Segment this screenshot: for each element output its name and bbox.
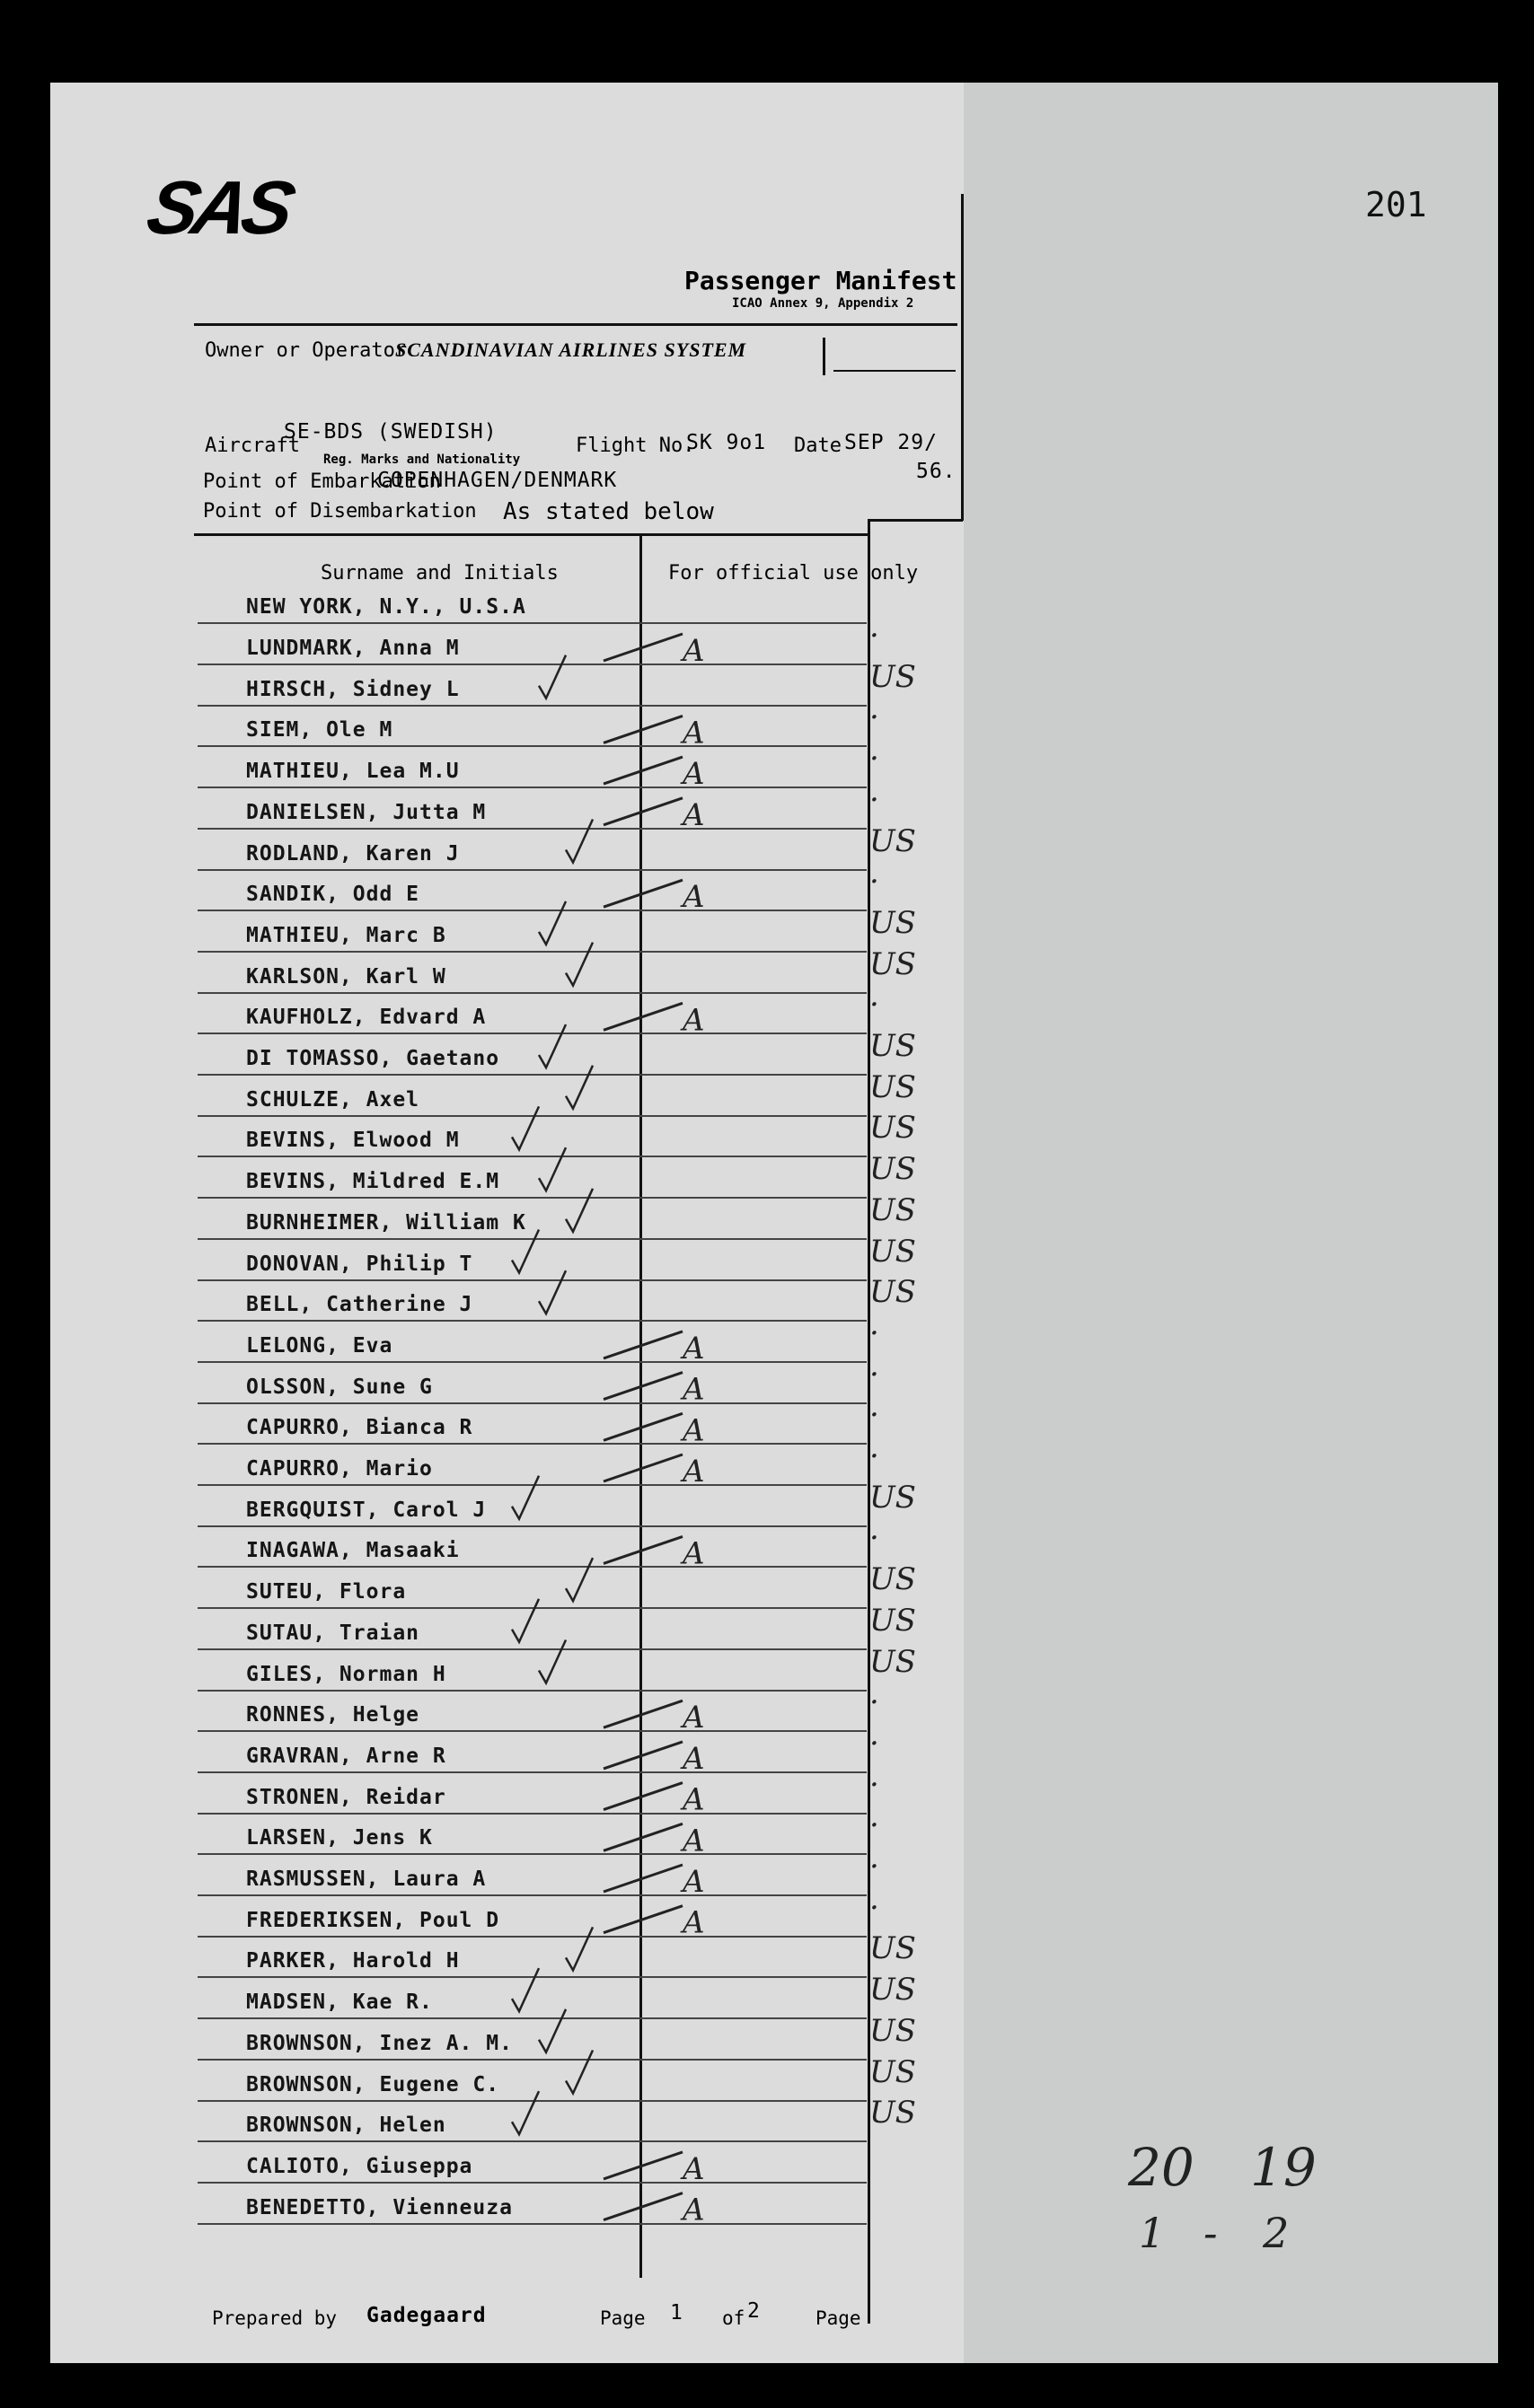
margin-note: US: [869, 1930, 916, 1967]
margin-note: ·: [869, 1849, 879, 1885]
margin-note: US: [869, 2095, 916, 2131]
passenger-name: HIRSCH, Sidney L: [246, 677, 460, 701]
passenger-name: SUTAU, Traian: [246, 1621, 420, 1645]
archive-page-number: 201: [1365, 185, 1427, 224]
passenger-row: [198, 1977, 867, 2019]
passenger-row: [198, 1075, 867, 1117]
passenger-row: [198, 952, 867, 994]
passenger-row: [198, 992, 867, 1034]
margin-note: ·: [869, 1438, 879, 1474]
margin-note: US: [869, 1479, 916, 1516]
passenger-row: [198, 1690, 867, 1732]
passenger-row: [198, 1362, 867, 1404]
passenger-row: [198, 1772, 867, 1815]
passenger-name: CAPURRO, Bianca R: [246, 1416, 473, 1440]
passenger-row: [198, 1731, 867, 1773]
date-year: 56.: [916, 460, 957, 483]
margin-note: ·: [869, 1520, 879, 1557]
embarkation-label: Point of Embarkation: [203, 470, 441, 493]
passenger-row: [198, 1813, 867, 1855]
passenger-row: [198, 1525, 867, 1568]
passenger-row: [198, 746, 867, 788]
margin-note: US: [869, 1191, 916, 1228]
page-label-2: Page: [815, 2307, 861, 2329]
margin-note: ·: [869, 1889, 879, 1926]
destination-text: NEW YORK, N.Y., U.S.A: [246, 595, 526, 619]
passenger-row: [198, 910, 867, 953]
margin-note: ·: [869, 1314, 879, 1351]
form-title: Passenger Manifest: [684, 266, 957, 295]
passenger-name: BROWNSON, Inez A. M.: [246, 2031, 513, 2055]
passenger-row: [198, 2183, 867, 2225]
tally-range-a: 1: [1139, 2209, 1166, 2257]
aircraft-value: SE-BDS (SWEDISH): [284, 420, 498, 444]
svg-text:A: A: [683, 1904, 705, 1941]
margin-note: ·: [869, 1766, 879, 1803]
margin-note: ·: [869, 1397, 879, 1434]
prepared-by-value: Gadegaard: [366, 2304, 487, 2327]
passenger-name: OLSSON, Sune G: [246, 1375, 433, 1399]
svg-text:A: A: [683, 1002, 705, 1039]
passenger-name: LELONG, Eva: [246, 1333, 393, 1358]
passenger-name: LARSEN, Jens K: [246, 1826, 433, 1850]
passenger-row: [198, 1198, 867, 1240]
passenger-name: BROWNSON, Helen: [246, 2114, 446, 2138]
prepared-by-label: Prepared by: [212, 2307, 338, 2329]
handwritten-notes: [862, 575, 997, 2316]
passenger-row: [198, 1608, 867, 1650]
date-label: Date: [794, 435, 842, 457]
svg-text:A: A: [683, 1371, 705, 1408]
svg-text:A: A: [683, 2192, 705, 2228]
margin-note: US: [869, 945, 916, 982]
passenger-name: STRONEN, Reidar: [246, 1785, 446, 1809]
passenger-row: [198, 1279, 867, 1322]
margin-note: ·: [869, 987, 879, 1024]
margin-note: ·: [869, 1356, 879, 1393]
passenger-name: SUTEU, Flora: [246, 1580, 407, 1604]
passenger-name: KARLSON, Karl W: [246, 964, 446, 989]
column-header-official: For official use only: [668, 562, 919, 584]
passenger-row: [198, 2141, 867, 2184]
passenger-name: DANIELSEN, Jutta M: [246, 800, 487, 824]
passenger-name: SCHULZE, Axel: [246, 1087, 420, 1112]
page-label: Page: [600, 2307, 646, 2329]
passenger-name: SIEM, Ole M: [246, 718, 393, 743]
svg-text:A: A: [683, 1412, 705, 1449]
passenger-row: [198, 1444, 867, 1486]
header-bottom-rule: [194, 533, 869, 536]
passenger-row: [198, 869, 867, 911]
form-subtitle: ICAO Annex 9, Appendix 2: [732, 296, 914, 311]
svg-text:A: A: [683, 1700, 705, 1736]
svg-text:A: A: [683, 2150, 705, 2187]
margin-note: US: [869, 1068, 916, 1105]
svg-text:A: A: [683, 1535, 705, 1572]
margin-note: ·: [869, 1725, 879, 1762]
svg-text:A: A: [683, 1330, 705, 1367]
passenger-row: [198, 1033, 867, 1076]
aircraft-hint: Reg. Marks and Nationality: [323, 453, 521, 467]
passenger-name: BEVINS, Elwood M: [246, 1129, 460, 1153]
passenger-row: [198, 1936, 867, 1978]
passenger-name: BEVINS, Mildred E.M: [246, 1170, 500, 1194]
passenger-row: [198, 1485, 867, 1527]
margin-note: ·: [869, 699, 879, 736]
passenger-row: [198, 1156, 867, 1199]
passenger-name: GRAVRAN, Arne R: [246, 1744, 446, 1768]
passenger-name: BURNHEIMER, William K: [246, 1210, 526, 1235]
svg-text:A: A: [683, 1781, 705, 1818]
passenger-row: [198, 1321, 867, 1363]
date-value: SEP 29/: [844, 431, 938, 454]
passenger-row: [198, 1239, 867, 1281]
of-value: 2: [747, 2299, 761, 2323]
passenger-row: [198, 2060, 867, 2102]
passenger-name: SANDIK, Odd E: [246, 883, 420, 907]
flight-label: Flight No.: [576, 435, 695, 457]
passenger-name: PARKER, Harold H: [246, 1949, 460, 1973]
margin-note: ·: [869, 781, 879, 818]
svg-text:A: A: [683, 633, 705, 669]
svg-text:A: A: [683, 796, 705, 833]
of-label: of: [722, 2307, 745, 2329]
passenger-row: [198, 2100, 867, 2142]
margin-note: US: [869, 1972, 916, 2008]
passenger-row: [198, 1402, 867, 1445]
margin-note: ·: [869, 741, 879, 778]
svg-text:A: A: [683, 1740, 705, 1777]
passenger-row: [198, 2018, 867, 2061]
passenger-name: RODLAND, Karen J: [246, 841, 460, 866]
column-header-name: Surname and Initials: [321, 562, 559, 584]
owner-divider: [823, 338, 825, 375]
svg-text:A: A: [683, 715, 705, 751]
passenger-name: BROWNSON, Eugene C.: [246, 2072, 500, 2096]
margin-note: ·: [869, 864, 879, 901]
margin-note: US: [869, 1643, 916, 1680]
passenger-name: MATHIEU, Lea M.U: [246, 760, 460, 784]
header-step-rule: [868, 519, 963, 522]
tally-range-sep: -: [1203, 2209, 1218, 2257]
passenger-row: [198, 829, 867, 871]
margin-note: US: [869, 658, 916, 695]
margin-note: ·: [869, 618, 879, 654]
passenger-row: [198, 705, 867, 747]
svg-text:A: A: [683, 1864, 705, 1900]
passenger-name: MADSEN, Kae R.: [246, 1991, 433, 2015]
passenger-name: CAPURRO, Mario: [246, 1457, 433, 1481]
tally-count-b: 19: [1250, 2137, 1317, 2198]
sas-logo: SAS: [140, 165, 297, 250]
page-value: 1: [670, 2301, 683, 2325]
owner-value: SCANDINAVIAN AIRLINES SYSTEM: [395, 338, 747, 361]
destination-row: [198, 582, 867, 624]
svg-text:A: A: [683, 756, 705, 793]
margin-note: US: [869, 1274, 916, 1311]
svg-text:A: A: [683, 1823, 705, 1859]
disembarkation-label: Point of Disembarkation: [203, 500, 477, 523]
passenger-name: RONNES, Helge: [246, 1703, 420, 1727]
owner-blank-line: [833, 370, 956, 372]
aircraft-label: Aircraft: [205, 435, 300, 457]
passenger-row: [198, 787, 867, 830]
passenger-name: DONOVAN, Philip T: [246, 1252, 473, 1276]
passenger-name: KAUFHOLZ, Edvard A: [246, 1006, 487, 1030]
passenger-row: [198, 664, 867, 707]
margin-note: US: [869, 2053, 916, 2090]
passenger-name: GILES, Norman H: [246, 1662, 446, 1686]
margin-note: ·: [869, 1807, 879, 1844]
margin-note: US: [869, 2012, 916, 2049]
header-rule: [194, 323, 957, 326]
passenger-name: MATHIEU, Marc B: [246, 923, 446, 947]
passenger-name: CALIOTO, Giuseppa: [246, 2154, 473, 2178]
passenger-row: [198, 623, 867, 665]
passenger-row: [198, 1895, 867, 1938]
passenger-name: INAGAWA, Masaaki: [246, 1539, 460, 1563]
flight-value: SK 9o1: [686, 431, 767, 454]
svg-text:A: A: [683, 1454, 705, 1490]
passenger-row: [198, 1649, 867, 1692]
margin-note: US: [869, 1233, 916, 1270]
margin-note: US: [869, 1561, 916, 1598]
passenger-row: [198, 1115, 867, 1157]
margin-note: US: [869, 904, 916, 941]
passenger-name: BELL, Catherine J: [246, 1293, 473, 1317]
svg-text:A: A: [683, 879, 705, 916]
tally-range-b: 2: [1263, 2209, 1290, 2257]
margin-note: US: [869, 1602, 916, 1639]
passenger-name: RASMUSSEN, Laura A: [246, 1868, 487, 1891]
margin-note: US: [869, 1151, 916, 1188]
passenger-name: LUNDMARK, Anna M: [246, 637, 460, 660]
embarkation-value: COPENHAGEN/DENMARK: [377, 469, 618, 492]
owner-label: Owner or Operator: [205, 339, 408, 362]
tally-count-a: 20: [1128, 2137, 1195, 2198]
margin-note: US: [869, 1028, 916, 1064]
margin-note: US: [869, 1110, 916, 1147]
passenger-row: [198, 1854, 867, 1896]
disembarkation-value: As stated below: [503, 498, 714, 525]
header-right-border: [961, 194, 964, 521]
passenger-name: DI TOMASSO, Gaetano: [246, 1047, 500, 1070]
passenger-name: FREDERIKSEN, Poul D: [246, 1908, 500, 1932]
passenger-name: BERGQUIST, Carol J: [246, 1498, 487, 1522]
margin-note: US: [869, 822, 916, 859]
passenger-row: [198, 1567, 867, 1609]
passenger-name: BENEDETTO, Vienneuza: [246, 2195, 513, 2219]
margin-note: ·: [869, 1684, 879, 1721]
